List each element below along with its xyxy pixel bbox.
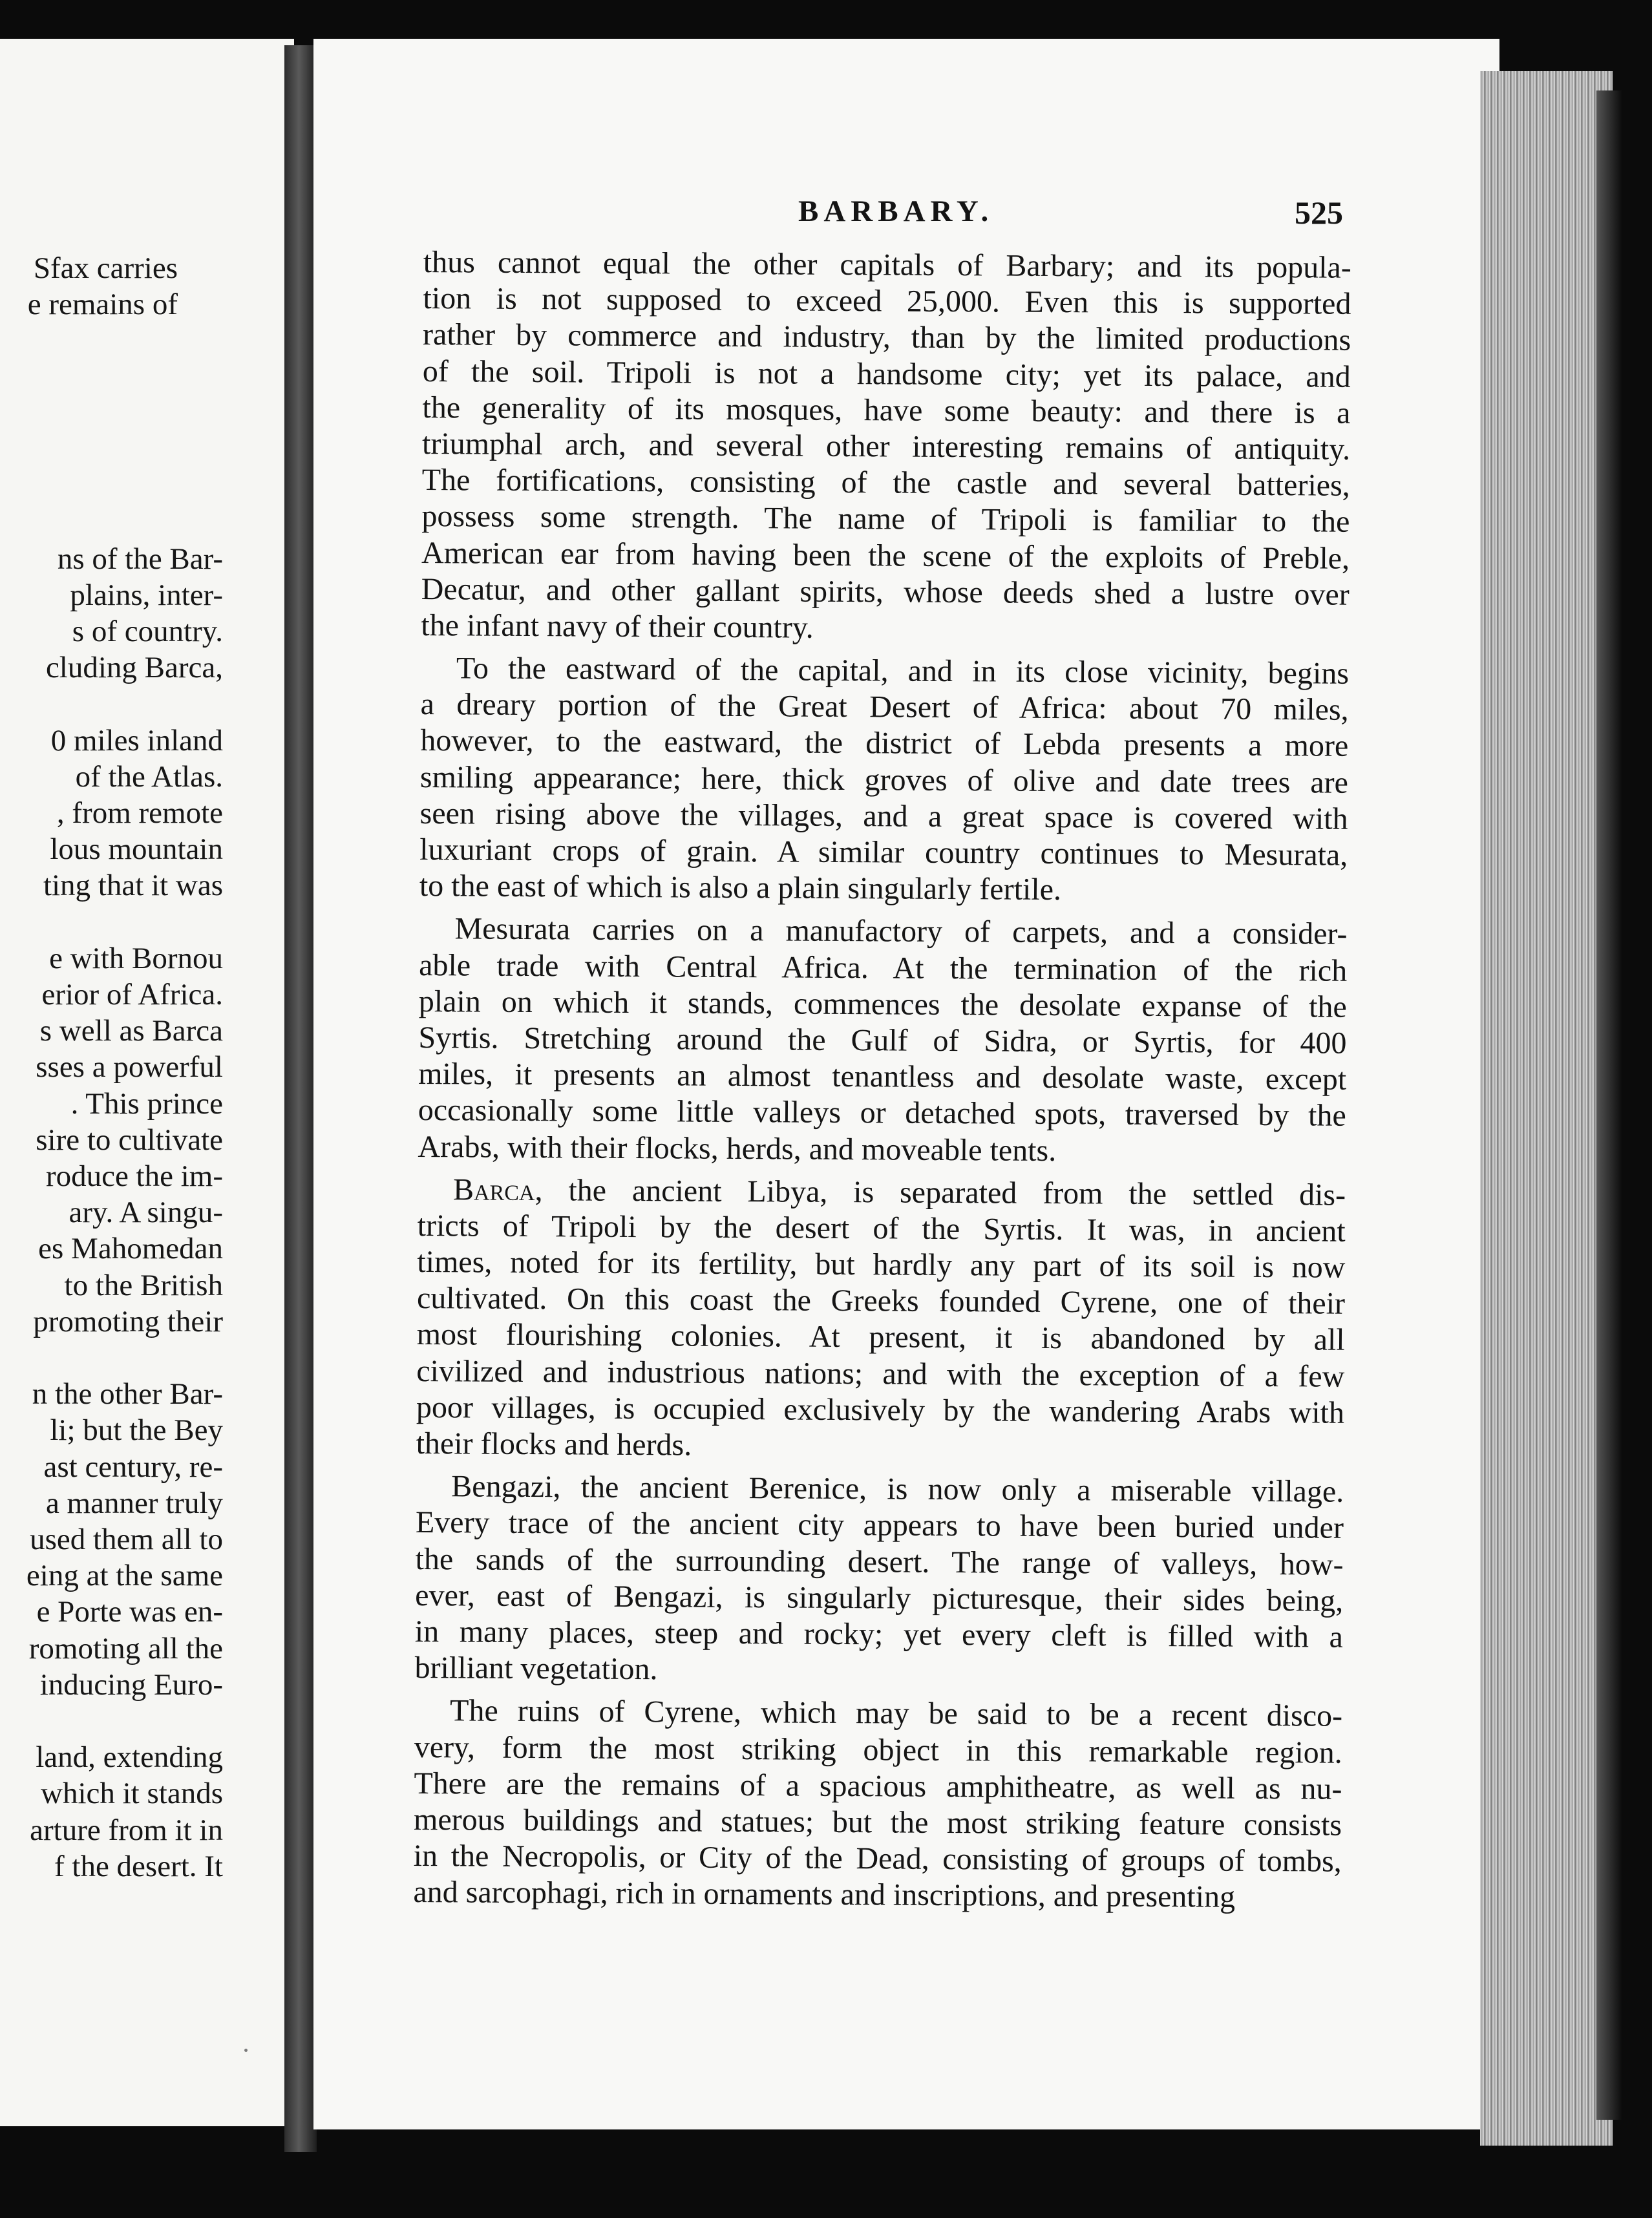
text-line: occasionally some little valleys or detached spots, traversed by the: [418, 1093, 1346, 1134]
text-line: Syrtis. Stretching around the Gulf of Sidra, or Syrtis, for 400: [418, 1020, 1347, 1061]
left-page-line: used them all to: [30, 1523, 223, 1556]
text-line: To the eastward of the capital, and in its close vicinity, begins: [456, 651, 1350, 691]
left-page-line: a manner truly: [45, 1486, 223, 1520]
text-line: possess some strength. The name of Tripoli is familiar to the: [421, 499, 1350, 540]
text-line: to the east of which is also a plain singularly fertile.: [419, 869, 1062, 907]
left-page-line: e Porte was en-: [36, 1595, 223, 1629]
text-line: seen rising above the villages, and a great space is covered with: [419, 796, 1348, 836]
left-page-line: to the British: [64, 1268, 223, 1302]
paragraph: [418, 911, 1347, 1170]
left-page-line: plains, inter-: [70, 578, 223, 612]
left-page-line: f the desert. It: [54, 1849, 223, 1883]
text-line: rather by commerce and industry, than by the limited productions: [422, 317, 1351, 358]
running-title: BARBARY.: [798, 195, 994, 228]
text-line: the infant navy of their country.: [421, 607, 814, 645]
text-line: [418, 1172, 1346, 1214]
text-line: their flocks and herds.: [416, 1426, 692, 1463]
text-line: most flourishing colonies. At present, it is abandoned by all: [416, 1317, 1345, 1358]
text-line: Mesurata carries on a manufactory of carpets, and a consider-: [454, 911, 1348, 952]
text-line: Decatur, and other gallant spirits, whose deeds shed a lustre over: [421, 571, 1350, 612]
text-line: There are the remains of a spacious amphitheatre, as well as nu-: [414, 1766, 1342, 1806]
left-page-line: of the Atlas.: [75, 759, 223, 794]
text-line: triumphal arch, and several other interesting remains of antiquity.: [421, 426, 1351, 467]
left-page-line: eing at the same: [26, 1559, 223, 1593]
text-line: plain on which it stands, commences the desolate expanse of the: [418, 984, 1347, 1024]
left-page-line: lous mountain: [50, 832, 223, 867]
text-line: however, to the eastward, the district of Lebda presents a more: [420, 723, 1349, 764]
left-page-line: 0 miles inland: [50, 723, 223, 757]
text-line: ever, east of Bengazi, is singularly picturesque, their sides being,: [415, 1578, 1344, 1618]
left-page-line: inducing Euro-: [39, 1667, 223, 1702]
paragraph: [421, 244, 1351, 650]
paragraph: [416, 1172, 1346, 1468]
page-number: 525: [1295, 195, 1343, 231]
left-page-line: , from remote: [56, 796, 223, 830]
text-line: cultivated. On this coast the Greeks founded Cyrene, one of their: [416, 1281, 1346, 1321]
text-line-rest: , the ancient Libya, is separated from the settled dis-: [535, 1172, 1346, 1212]
left-page-line: . This prince: [70, 1086, 223, 1121]
text-line: the sands of the surrounding desert. The range of valleys, how-: [415, 1541, 1344, 1582]
text-line: miles, it presents an almost tenantless and desolate waste, except: [418, 1057, 1347, 1097]
text-line: The fortifications, consisting of the castle and several batteries,: [421, 463, 1350, 503]
text-line: thus cannot equal the other capitals of Barbary; and its popula-: [423, 244, 1351, 285]
text-line: The ruins of Cyrene, which may be said to be a recent disco-: [449, 1693, 1343, 1734]
left-page-line: sses a powerful: [36, 1050, 223, 1084]
left-page-line: which it stands: [41, 1777, 223, 1811]
left-page-line: promoting their: [33, 1304, 223, 1338]
left-page-line: ast century, re-: [43, 1450, 223, 1484]
text-line: in the Necropolis, or City of the Dead, consisting of groups of tombs,: [413, 1839, 1342, 1879]
text-line: civilized and industrious nations; and with the exception of a few: [416, 1353, 1345, 1394]
text-line: smiling appearance; here, thick groves of olive and date trees are: [419, 759, 1349, 800]
text-line: tion is not supposed to exceed 25,000. Even this is supported: [423, 281, 1351, 321]
text-line: in many places, steep and rocky; yet every cleft is filled with a: [414, 1614, 1344, 1654]
paragraph: [419, 650, 1349, 910]
text-line: Arabs, with their flocks, herds, and moveable tents.: [418, 1129, 1057, 1168]
text-line: times, noted for its fertility, but hardly any part of its soil is now: [417, 1245, 1346, 1285]
text-line: a dreary portion of the Great Desert of Africa: about 70 miles,: [420, 687, 1349, 728]
left-page-line: es Mahomedan: [38, 1232, 223, 1266]
text-line: very, form the most striking object in this remarkable region.: [414, 1729, 1342, 1770]
book-gutter: [284, 45, 317, 2152]
text-line: poor villages, is occupied exclusively by the wandering Arabs with: [416, 1389, 1345, 1430]
left-page-line: s of country.: [72, 615, 223, 648]
text-line: able trade with Central Africa. At the termination of the rich: [419, 947, 1348, 988]
left-page-line: n the other Bar-: [32, 1377, 223, 1411]
text-line: luxuriant crops of grain. A similar country continues to Mesurata,: [419, 832, 1348, 872]
body-text: [413, 244, 1351, 1916]
left-page-line: cluding Barca,: [45, 651, 223, 685]
paper-speck: [244, 2049, 248, 2052]
small-caps-lead: Barca: [452, 1172, 535, 1207]
left-page-text: [0, 39, 294, 2126]
left-page-line: s well as Barca: [39, 1014, 223, 1048]
left-page-line: land, extending: [36, 1740, 223, 1775]
page-edges: [1480, 71, 1613, 2146]
text-line: tricts of Tripoli by the desert of the Syrtis. It was, in ancient: [417, 1208, 1346, 1249]
text-line: Every trace of the ancient city appears to have been buried under: [415, 1505, 1344, 1546]
left-page-line: romoting all the: [28, 1631, 223, 1665]
left-page-line: li; but the Bey: [50, 1413, 223, 1448]
left-page-line: Sfax carries: [33, 251, 178, 285]
left-page-line: arture from it in: [30, 1813, 223, 1847]
left-page-line: e with Bornou: [49, 941, 223, 975]
text-line: brilliant vegetation.: [414, 1651, 658, 1687]
left-page: [0, 39, 294, 2126]
left-page-line: e remains of: [27, 288, 178, 322]
left-page-line: sire to cultivate: [36, 1123, 223, 1157]
page-edge-shadow: [1596, 90, 1622, 2120]
text-line: the generality of its mosques, have some beauty: and there is a: [422, 390, 1351, 430]
left-page-line: ary. A singu-: [69, 1196, 223, 1230]
left-page-line: ting that it was: [43, 869, 223, 903]
left-page-line: erior of Africa.: [41, 978, 223, 1011]
left-page-line: ns of the Bar-: [57, 542, 223, 576]
left-page-line: roduce the im-: [45, 1159, 223, 1193]
paragraph: [413, 1693, 1342, 1916]
text-line: American ear from having been the scene of the exploits of Preble,: [421, 535, 1350, 576]
text-line: and sarcophagi, rich in ornaments and inscriptions, and presenting: [413, 1875, 1236, 1914]
text-line: Bengazi, the ancient Berenice, is now only a miserable village.: [451, 1469, 1344, 1509]
text-line: merous buildings and statues; but the most striking feature consists: [413, 1802, 1342, 1843]
text-line: of the soil. Tripoli is not a handsome city; yet its palace, and: [422, 354, 1351, 394]
paragraph: [414, 1468, 1344, 1692]
